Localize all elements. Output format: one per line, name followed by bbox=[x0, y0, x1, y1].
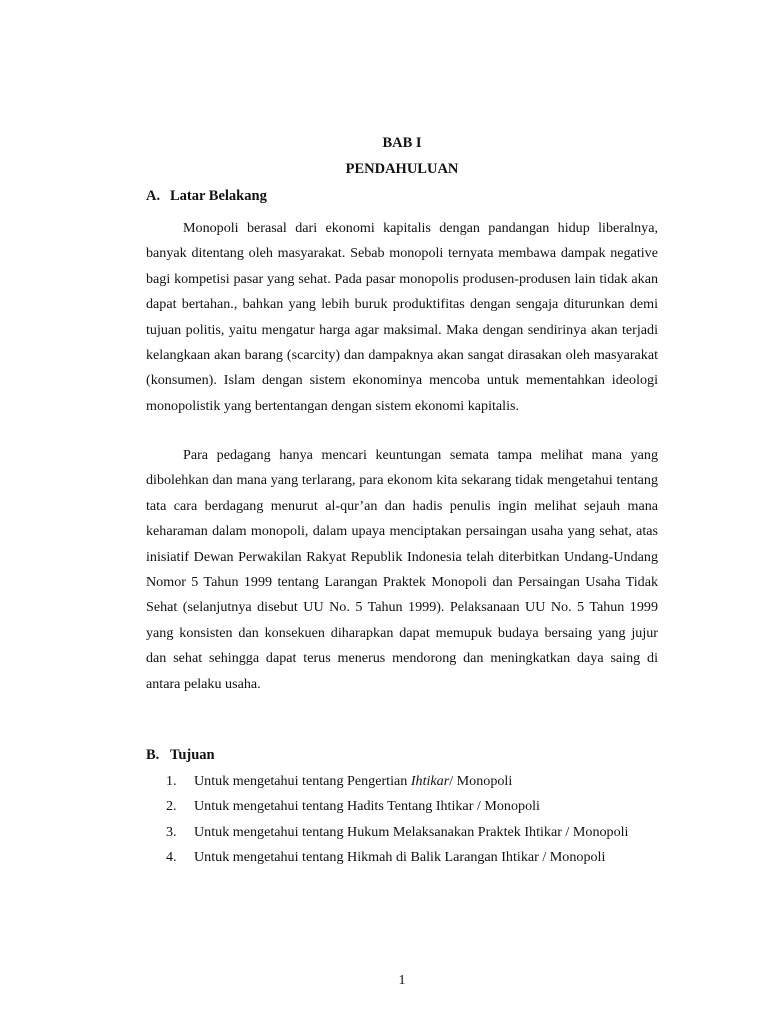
list-item-number: 2. bbox=[166, 798, 177, 815]
list-item-text-after: / Monopoli bbox=[449, 773, 513, 789]
chapter-number: BAB I bbox=[382, 135, 422, 151]
list-item bbox=[166, 769, 658, 794]
list-item-text: Untuk mengetahui tentang Hikmah di Balik Larangan Ihtikar / Monopoli bbox=[194, 849, 606, 866]
list-item-text: Untuk mengetahui tentang Hadits Tentang Ihtikar / Monopoli bbox=[194, 798, 540, 815]
paragraph-container bbox=[146, 216, 658, 419]
section-b-title: Tujuan bbox=[170, 747, 215, 763]
section-b-letter: B. bbox=[146, 747, 160, 763]
paragraph-1: Monopoli berasal dari ekonomi kapitalis dengan pandangan hidup liberalnya, banyak ditentang oleh masyarakat. Sebab monopoli ternyata membawa dampak negative bagi kompetisi pasar yang sehat. Pada pasar monopolis produsen-produsen lain tidak akan dapat bertahan., bahkan yang lebih buruk produktifitas dengan sengaja diturunkan demi tujuan politis, yaitu mengatur harga agar maksimal. Maka dengan sendirinya akan terjadi kelangkaan akan barang (scarcity) dan dampaknya akan sangat dirasakan oleh masyarakat (konsumen). Islam dengan sistem ekonominya mencoba untuk mementahkan ideologi monopolistik yang bertentangan dengan sistem ekonomi kapitalis. bbox=[146, 220, 658, 414]
paragraph-2: Para pedagang hanya mencari keuntungan semata tampa melihat mana yang dibolehkan dan mana yang terlarang, para ekonom kita sekarang tidak mengetahui tentang tata cara berdagang menurut al-qur’an dan hadis penulis ingin melihat sejauh mana keharaman dalam monopoli, dalam upaya menciptakan persaingan usaha yang sehat, atas inisiatif Dewan Perwakilan Rakyat Republik Indonesia telah diterbitkan Undang-Undang Nomor 5 Tahun 1999 tentang Larangan Praktek Monopoli dan Persaingan Usaha Tidak Sehat (selanjutnya disebut UU No. 5 Tahun 1999). Pelaksanaan UU No. 5 Tahun 1999 yang konsisten dan konsekuen diharapkan dapat memupuk budaya bersaing yang jujur dan sehat sehingga dapat terus menerus mendorong dan meningkatkan daya saing di antara pelaku usaha. bbox=[146, 447, 658, 692]
list-item-italic-term: Ihtikar bbox=[410, 773, 450, 789]
paragraph-container bbox=[146, 443, 658, 697]
section-a-letter: A. bbox=[146, 188, 161, 204]
section-a-heading bbox=[146, 188, 267, 205]
objectives-list bbox=[166, 769, 658, 871]
list-item-number: 4. bbox=[166, 849, 177, 866]
list-item bbox=[166, 845, 658, 870]
section-a-title: Latar Belakang bbox=[170, 188, 267, 204]
chapter-title: PENDAHULUAN bbox=[345, 161, 459, 177]
section-b-heading bbox=[146, 747, 215, 764]
list-item-number: 3. bbox=[166, 823, 177, 840]
page-number: 1 bbox=[398, 973, 406, 988]
list-item-text: Untuk mengetahui tentang Pengertian bbox=[194, 773, 411, 789]
list-item-number: 1. bbox=[166, 773, 177, 789]
list-item bbox=[166, 820, 658, 845]
list-item-text: Untuk mengetahui tentang Hukum Melaksanakan Praktek Ihtikar / Monopoli bbox=[194, 823, 629, 840]
list-item bbox=[166, 794, 658, 819]
